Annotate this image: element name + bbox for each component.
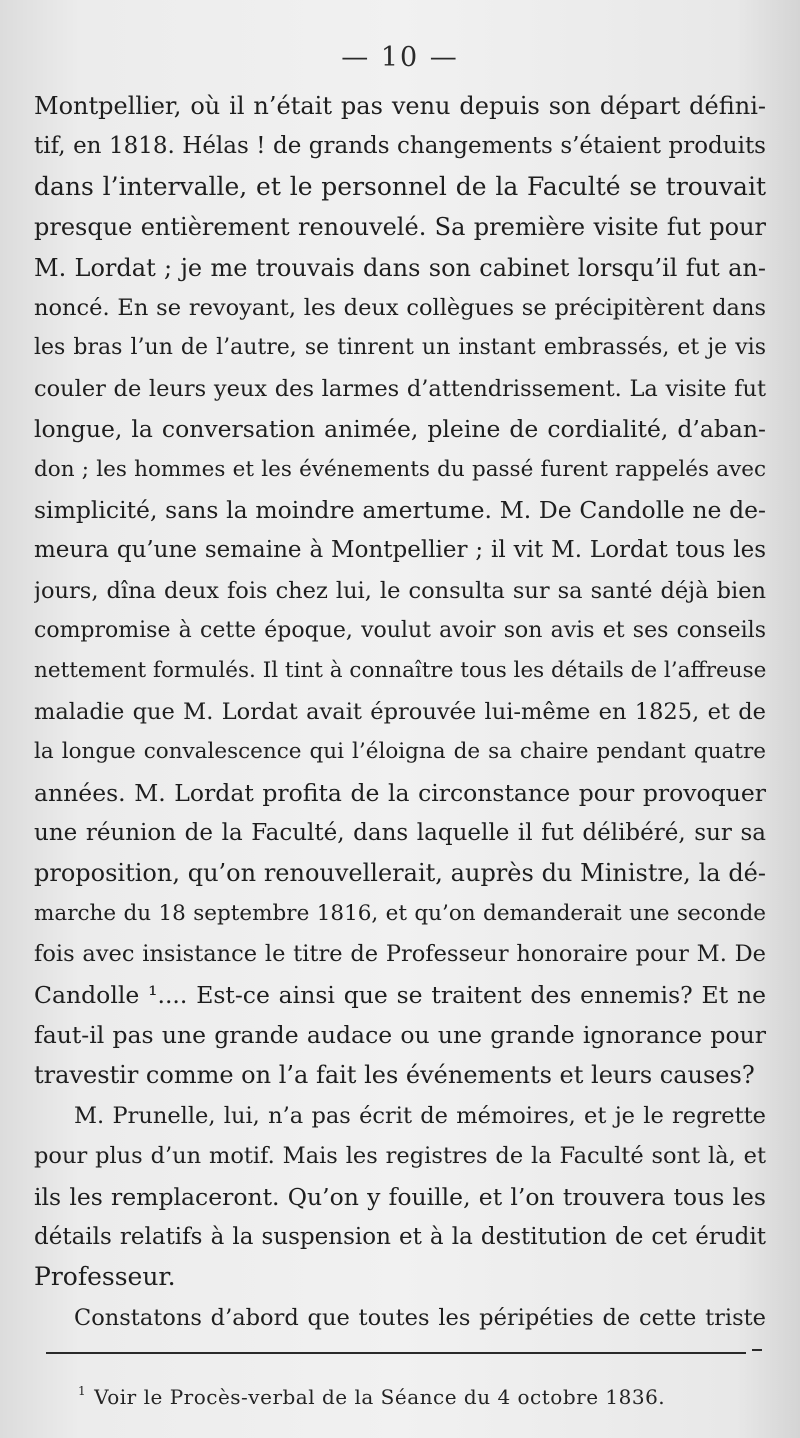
text-line: ils les remplaceront. Qu’on y fouille, et l’on trouvera tous les — [34, 1182, 766, 1211]
text-line: années. M. Lordat profita de la circonstance pour provoquer — [34, 778, 766, 807]
text-line: marche du 18 septembre 1816, et qu’on demanderait une seconde — [34, 900, 766, 926]
text-line: nettement formulés. Il tint à connaître tous les détails de l’affreuse — [34, 658, 766, 684]
footnote-marker: 1 — [78, 1384, 87, 1398]
text-line: les bras l’un de l’autre, se tinrent un instant embrassés, et je vis — [34, 335, 766, 361]
text-line: détails relatifs à la suspension et à la destitution de cet érudit — [34, 1223, 766, 1250]
text-line: M. Lordat ; je me trouvais dans son cabinet lorsqu’il fut an- — [34, 253, 766, 282]
body-text — [34, 86, 766, 1338]
text-line: proposition, qu’on renouvellerait, auprès du Ministre, la dé- — [34, 859, 766, 888]
text-line: meura qu’une semaine à Montpellier ; il vit M. Lordat tous les — [34, 537, 766, 564]
text-line: Montpellier, où il n’était pas venu depuis son départ défini- — [34, 92, 766, 120]
text-line: faut-il pas une grande audace ou une grande ignorance pour — [34, 1020, 766, 1049]
text-line: Constatons d’abord que toutes les péripéties de cette triste — [74, 1304, 766, 1331]
text-line: M. Prunelle, lui, n’a pas écrit de mémoires, et je le regrette — [74, 1102, 766, 1129]
footnote-text: Voir le Procès-verbal de la Séance du 4 octobre 1836. — [94, 1385, 666, 1409]
text-line: Candolle ¹.... Est-ce ainsi que se traitent des ennemis? Et ne — [34, 980, 766, 1009]
text-line: maladie que M. Lordat avait éprouvée lui-même en 1825, et de — [34, 698, 766, 725]
text-line: dans l’intervalle, et le personnel de la Faculté se trouvait — [34, 171, 766, 201]
text-line: pour plus d’un motif. Mais les registres de la Faculté sont là, et — [34, 1143, 766, 1170]
text-line: noncé. En se revoyant, les deux collègues se précipitèrent dans — [34, 294, 766, 321]
footnote-divider — [46, 1352, 746, 1354]
text-line: une réunion de la Faculté, dans laquelle il fut délibéré, sur sa — [34, 820, 766, 847]
text-line: tif, en 1818. Hélas ! de grands changements s’étaient produits — [34, 133, 766, 160]
text-line: Professeur. — [34, 1262, 176, 1292]
footnote-divider-tail — [752, 1349, 762, 1351]
text-line: jours, dîna deux fois chez lui, le consulta sur sa santé déjà bien — [34, 577, 766, 604]
text-line: compromise à cette époque, voulut avoir son avis et ses conseils — [34, 618, 766, 644]
text-line: simplicité, sans la moindre amertume. M. De Candolle ne de- — [34, 495, 766, 524]
text-line: presque entièrement renouvelé. Sa première visite fut pour — [34, 213, 766, 242]
text-line: don ; les hommes et les événements du passé furent rappelés avec — [34, 456, 766, 482]
text-line: travestir comme on l’a fait les événements et leurs causes? — [34, 1061, 755, 1090]
page-number: — 10 — — [341, 42, 459, 73]
footnote — [78, 1384, 665, 1409]
text-line: couler de leurs yeux des larmes d’attendrissement. La visite fut — [34, 375, 766, 402]
text-line: la longue convalescence qui l’éloigna de sa chaire pendant quatre — [34, 739, 766, 765]
text-line: longue, la conversation animée, pleine de cordialité, d’aban- — [34, 415, 766, 444]
text-line: fois avec insistance le titre de Professeur honoraire pour M. De — [34, 941, 766, 968]
